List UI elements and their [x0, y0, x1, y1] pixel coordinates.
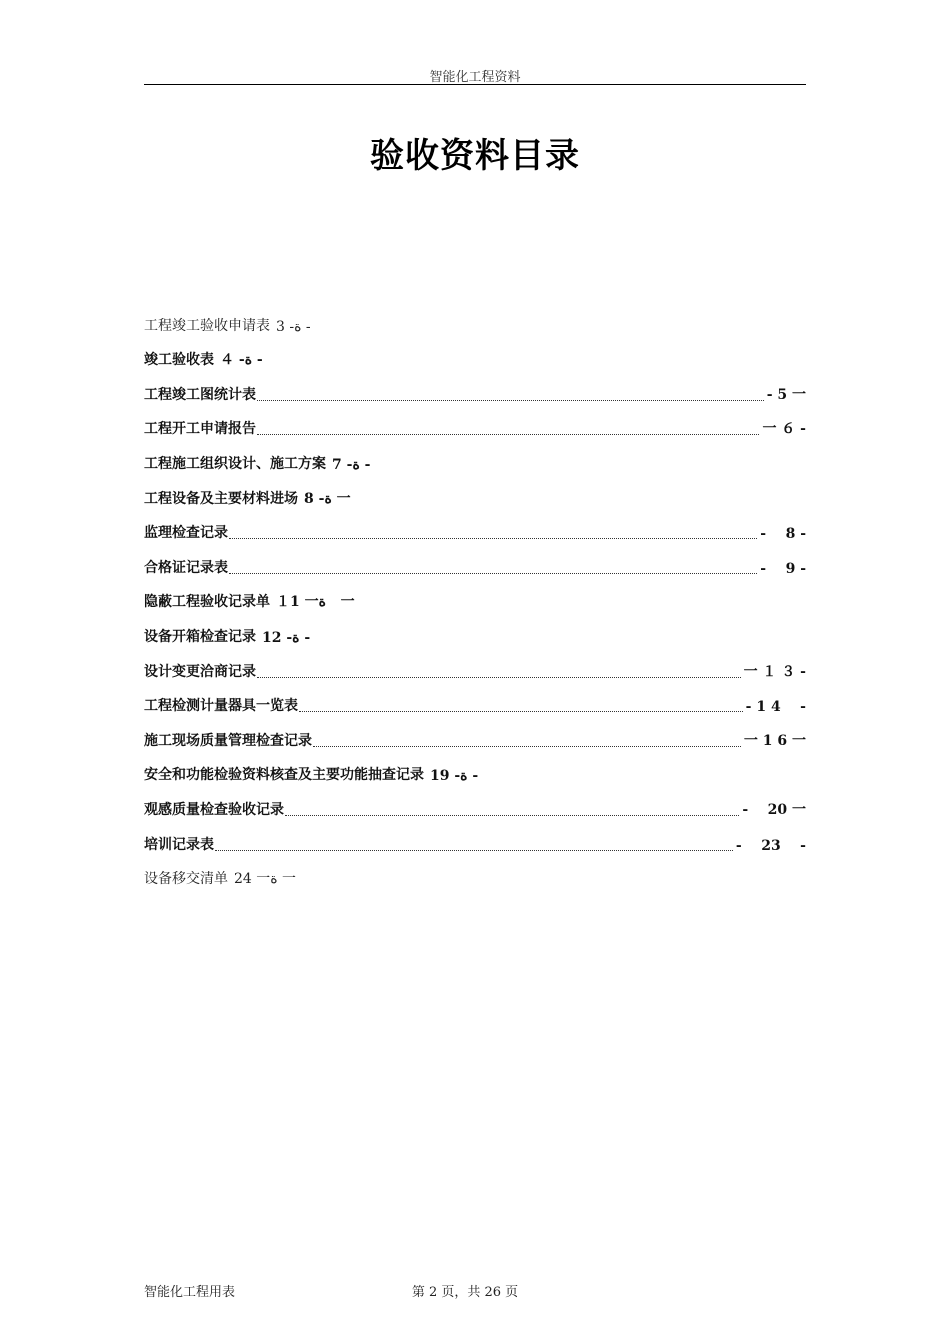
- toc-entry-title: 竣工验收表: [144, 352, 214, 369]
- toc-dot-leader: [257, 434, 759, 435]
- running-header: 智能化工程资料: [429, 70, 521, 85]
- toc-entry[interactable]: [144, 508, 806, 543]
- toc-entry-title: 设计变更洽商记录: [144, 663, 256, 680]
- toc-dot-leader: [299, 711, 743, 712]
- toc-entry-page: 19 -ة -: [430, 768, 479, 785]
- toc-entry[interactable]: [144, 335, 806, 370]
- toc-entry-title: 设备移交清单: [144, 871, 228, 888]
- toc-entry[interactable]: [144, 681, 806, 716]
- toc-entry[interactable]: [144, 784, 806, 819]
- toc-entry-title: 工程设备及主要材料进场: [144, 490, 298, 507]
- toc-entry[interactable]: [144, 750, 806, 785]
- page-title: 验收资料目录: [370, 136, 580, 176]
- toc-entry-title: 施工现场质量管理检查记录: [144, 732, 312, 749]
- toc-entry-title: 工程开工申请报告: [144, 421, 256, 438]
- toc-entry[interactable]: [144, 715, 806, 750]
- toc-entry-title: 工程检测计量器具一览表: [144, 698, 298, 715]
- toc-entry[interactable]: [144, 542, 806, 577]
- toc-dot-leader: [285, 815, 739, 816]
- toc-entry-title: 合格证记录表: [144, 559, 228, 576]
- table-of-contents: [144, 300, 806, 888]
- toc-dot-leader: [257, 400, 764, 401]
- toc-entry-page: 3 -ة -: [276, 318, 311, 335]
- toc-dot-leader: [257, 677, 741, 678]
- toc-entry[interactable]: [144, 646, 806, 681]
- toc-entry-title: 隐蔽工程验收记录单: [144, 594, 270, 611]
- toc-entry[interactable]: [144, 611, 806, 646]
- toc-entry[interactable]: [144, 577, 806, 612]
- toc-entry-title: 监理检查记录: [144, 525, 228, 542]
- header-divider: [144, 84, 806, 85]
- toc-entry-title: 工程竣工图统计表: [144, 386, 256, 403]
- toc-entry[interactable]: [144, 854, 806, 889]
- toc-entry-page: - 1 4 -: [745, 699, 806, 716]
- toc-entry-page: 8 -ة 一: [304, 490, 351, 507]
- toc-dot-leader: [229, 573, 757, 574]
- toc-entry-page: 7 -ة -: [332, 456, 371, 473]
- toc-entry-page: - 5 一: [766, 386, 806, 403]
- toc-entry-title: 设备开箱检查记录: [144, 628, 256, 645]
- toc-entry[interactable]: [144, 473, 806, 508]
- toc-entry-title: 安全和功能检验资料核查及主要功能抽查记录: [144, 767, 424, 784]
- toc-entry-page: ４ -ة -: [220, 352, 263, 369]
- toc-entry[interactable]: [144, 438, 806, 473]
- toc-entry-title: 观感质量检查验收记录: [144, 801, 284, 818]
- toc-entry-title: 工程竣工验收申请表: [144, 317, 270, 334]
- footer-form-label: 智能化工程用表: [144, 1285, 236, 1300]
- toc-dot-leader: [215, 850, 733, 851]
- toc-entry-page: 一 1 6 一: [743, 732, 806, 749]
- toc-entry-page: 一 １ ３ -: [743, 663, 806, 680]
- toc-entry-page: - 23 -: [735, 837, 806, 854]
- toc-entry-page: 一 ６ -: [762, 421, 806, 438]
- toc-entry-title: 工程施工组织设计、施工方案: [144, 455, 326, 472]
- footer-page-number: 第 2 页，共 26 页: [411, 1285, 519, 1300]
- toc-entry-page: - 20 一: [742, 801, 806, 818]
- toc-entry[interactable]: [144, 369, 806, 404]
- toc-dot-leader: [313, 746, 741, 747]
- toc-entry-page: - 8 -: [760, 526, 806, 543]
- toc-entry[interactable]: [144, 819, 806, 854]
- toc-dot-leader: [229, 538, 757, 539]
- toc-entry[interactable]: [144, 404, 806, 439]
- toc-entry[interactable]: [144, 300, 806, 335]
- toc-entry-page: 24 一ة 一: [234, 871, 297, 888]
- toc-entry-page: 12 -ة -: [262, 629, 311, 646]
- toc-entry-title: 培训记录表: [144, 836, 214, 853]
- toc-entry-page: １1 一ة 一: [276, 594, 355, 611]
- toc-entry-page: - 9 -: [760, 560, 806, 577]
